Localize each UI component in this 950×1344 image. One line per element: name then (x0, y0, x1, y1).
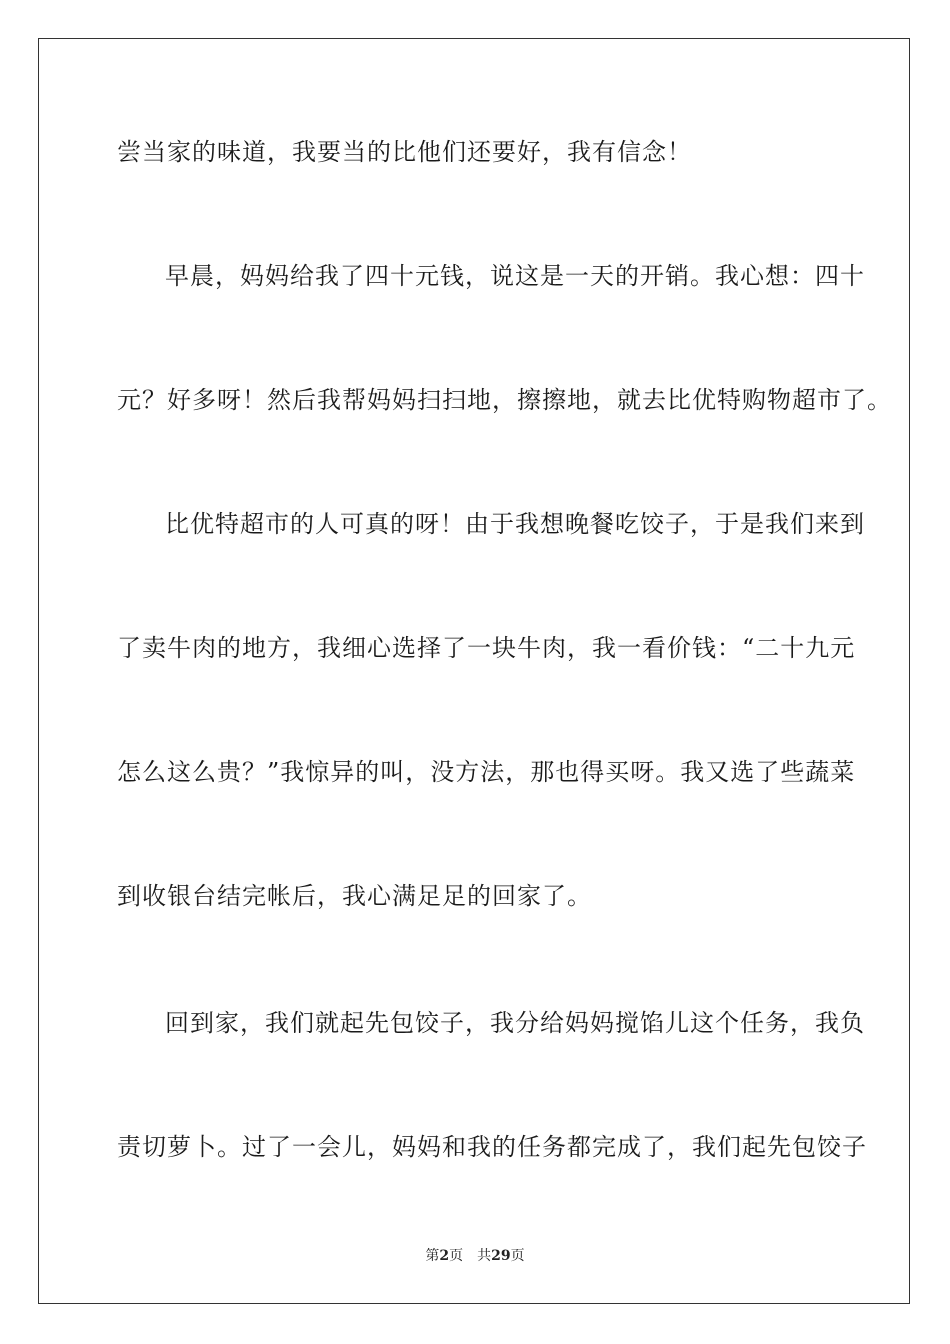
text-line-5: 了卖牛肉的地方，我细心选择了一块牛肉，我一看价钱：“二十九元 (117, 634, 856, 662)
total-pages: 29 (491, 1248, 511, 1264)
text-line-9: 责切萝卜。过了一会儿，妈妈和我的任务都完成了，我们起先包饺子 (117, 1133, 867, 1161)
text-line-6: 怎么这么贵？”我惊异的叫，没方法，那也得买呀。我又选了些蔬菜 (117, 758, 856, 786)
page-border (38, 38, 910, 1304)
page-footer (0, 1247, 950, 1265)
text-line-2: 早晨，妈妈给我了四十元钱，说这是一天的开销。我心想：四十 (165, 262, 865, 290)
text-line-8: 回到家，我们就起先包饺子，我分给妈妈搅馅儿这个任务，我负 (165, 1009, 865, 1037)
page-prefix: 第 (425, 1248, 440, 1264)
text-line-4: 比优特超市的人可真的呀！由于我想晚餐吃饺子，于是我们来到 (165, 510, 865, 538)
page-number: 2 (439, 1248, 450, 1264)
text-line-1: 尝当家的味道，我要当的比他们还要好，我有信念！ (117, 138, 692, 166)
page-suffix: 页 (449, 1248, 464, 1264)
total-suffix: 页 (510, 1248, 525, 1264)
text-line-7: 到收银台结完帐后，我心满足足的回家了。 (117, 882, 592, 910)
total-prefix: 共 (477, 1248, 492, 1264)
text-line-3: 元？好多呀！然后我帮妈妈扫扫地，擦擦地，就去比优特购物超市了。 (117, 386, 892, 414)
